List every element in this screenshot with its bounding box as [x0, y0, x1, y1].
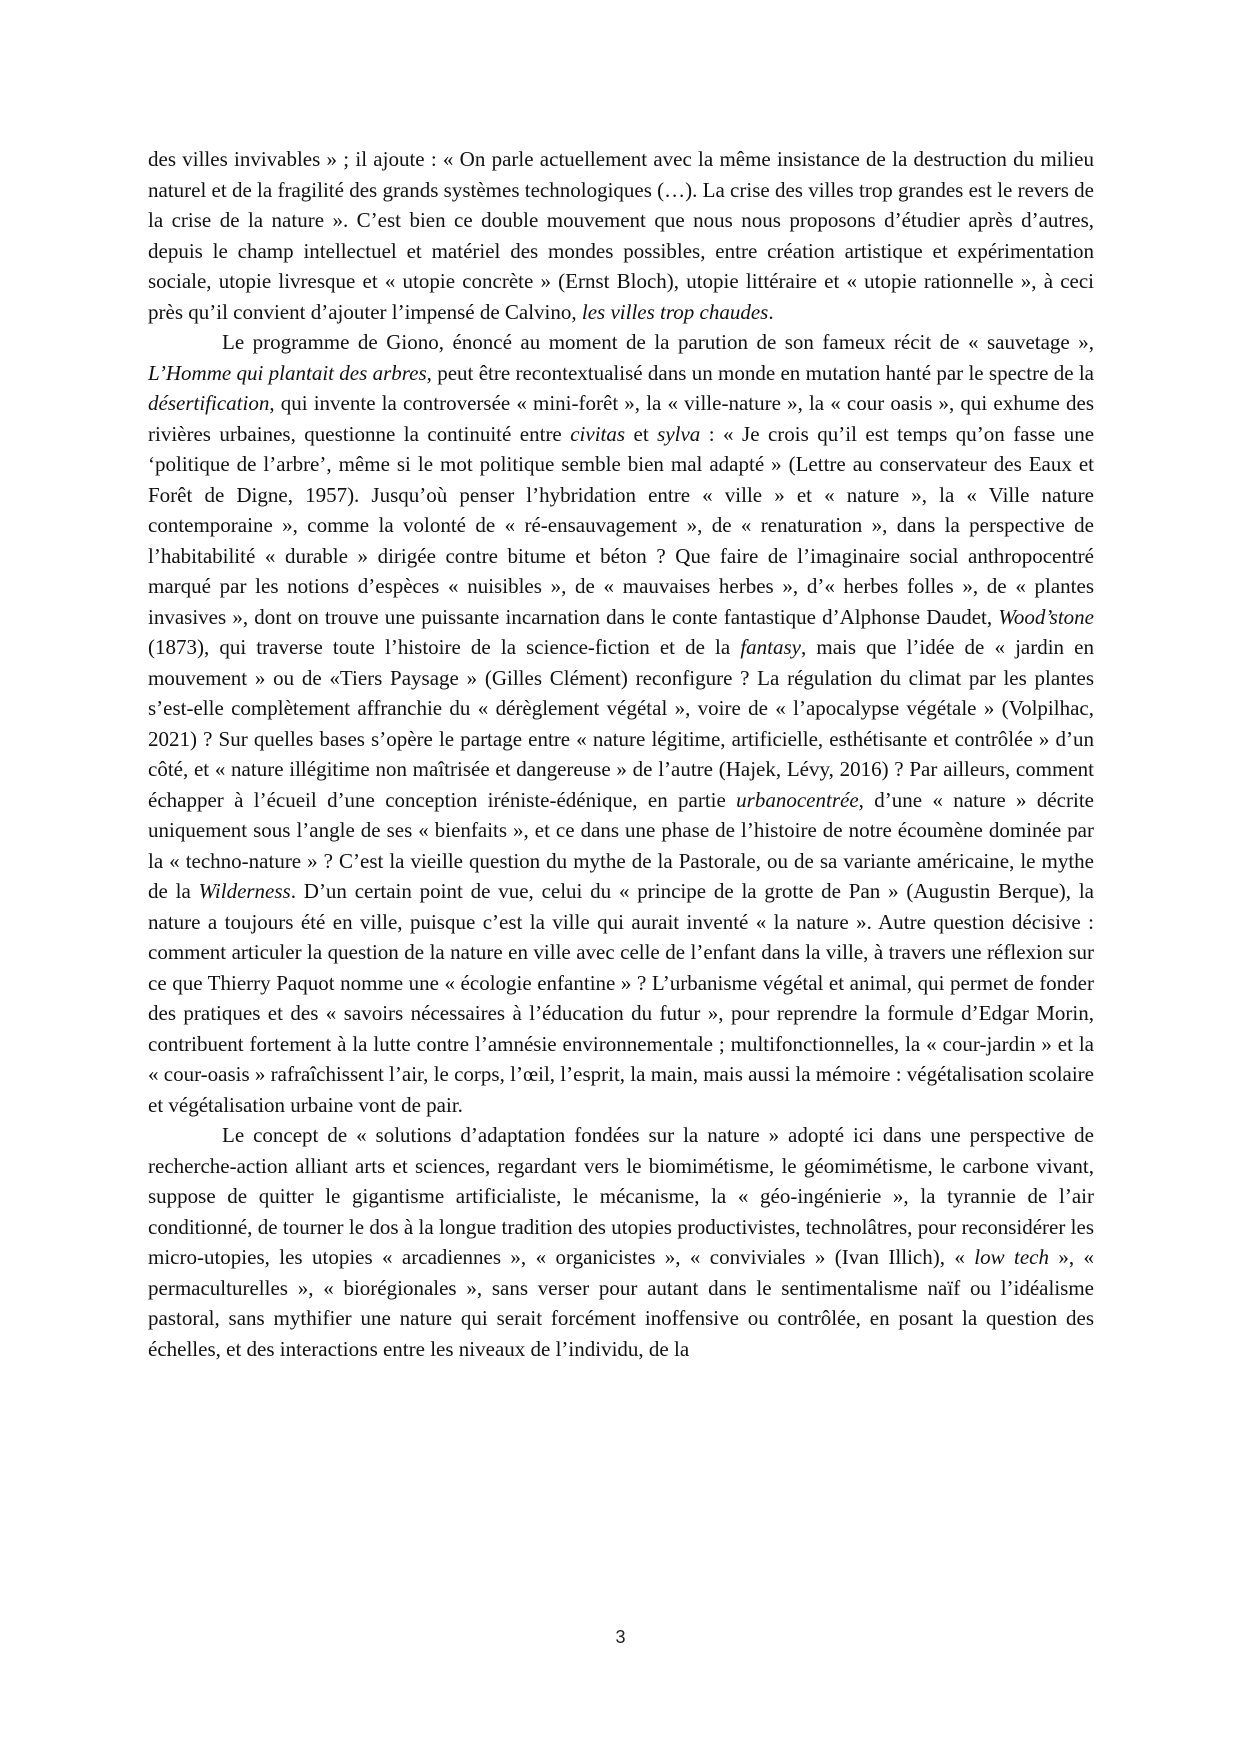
text-run: , peut être recontextualisé dans un monde en mutation hanté par le spectre de la — [426, 360, 1094, 385]
paragraph — [148, 144, 1094, 327]
text-run: . — [768, 299, 774, 324]
text-run: et — [625, 421, 658, 446]
text-run: , qui invente la controversée « mini-forêt », la « ville-nature », la « cour oasis », qui exhume des rivières urbaines, questionne la continuité entre — [148, 391, 1094, 446]
text-run: , mais que l’idée de « jardin en mouvement » ou de «Tiers Paysage » (Gilles Clément) reconfigure ? La régulation du climat par les plantes s’est-elle complètement affranchie du « dérèglement végétal », voire de « l’apocalypse végétale » (Volpilhac, 2021) ? Sur quelles bases s’opère le partage entre « nature légitime, artificielle, esthétisante et contrôlée » d’un côté, et « nature illégitime non maîtrisée et dangereuse » de l’autre (Hajek, Lévy, 2016) ? Par ailleurs, comment échapper à l’écueil d’une conception iréniste-édénique, en partie — [148, 635, 1094, 812]
italic-text: fantasy — [740, 635, 802, 659]
italic-text: désertification — [148, 391, 270, 415]
italic-text: sylva — [657, 421, 701, 446]
text-run: . D’un certain point de vue, celui du « principe de la grotte de Pan » (Augustin Berque), la nature a toujours été en ville, puisque c’est la ville qui aurait inventé « la nature ». Autre question décisive : comment articuler la question de la nature en ville avec celle de l’enfant dans la ville, à travers une réflexion sur ce que Thierry Paquot nomme une « écologie enfantine » ? L’urbanisme végétal et animal, qui permet de fonder des pratiques et des « savoirs nécessaires à l’éducation du futur », pour reprendre la formule d’Edgar Morin, contribuent fortement à la lutte contre l’amnésie environnementale ; multifonctionnelles, la « cour-jardin » et la « cour-oasis » rafraîchissent l’air, le corps, l’œil, l’esprit, la main, mais aussi la mémoire : végétalisation scolaire et végétalisation urbaine vont de pair. — [148, 879, 1094, 1117]
italic-text: Wood’stone — [998, 604, 1094, 629]
paragraph — [148, 327, 1094, 1120]
body-text — [148, 144, 1094, 1364]
text-run: Le concept de « solutions d’adaptation fondées sur la nature » adopté ici dans une perspective de recherche-action alliant arts et sciences, regardant vers le biomimétisme, le géomimétisme, le carbone vivant, suppose de quitter le gigantisme artificialiste, le mécanisme, la « géo-ingénierie », la tyrannie de l’air conditionné, de tourner le dos à la longue tradition des utopies productivistes, technolâtres, pour reconsidérer les micro-utopies, les utopies « arcadiennes », « organicistes », « conviviales » (Ivan Illich), « — [148, 1123, 1094, 1269]
italic-text: Wilderness — [198, 879, 291, 903]
italic-text: civitas — [570, 421, 626, 446]
text-run: des villes invivables » ; il ajoute : « On parle actuellement avec la même insistance de la destruction du milieu naturel et de la fragilité des grands systèmes technologiques (…). La crise des villes trop grandes est le revers de la crise de la nature ». C’est bien ce double mouvement que nous nous proposons d’étudier après d’autres, depuis le champ intellectuel et matériel des mondes possibles, entre création artistique et expérimentation sociale, utopie livresque et « utopie concrète » (Ernst Bloch), utopie littéraire et « utopie rationnelle », à ceci près qu’il convient d’ajouter l’impensé de Calvino, — [148, 147, 1094, 324]
italic-text: urbanocentrée, — [736, 787, 864, 812]
text-run: (1873), qui traverse toute l’histoire de la science-fiction et de la — [148, 635, 741, 659]
italic-text: L’Homme qui plantait des arbres — [148, 360, 427, 385]
page-number: 3 — [615, 1627, 626, 1647]
text-run: », « permaculturelles », « biorégionales », sans verser pour autant dans le sentimentalisme naïf ou l’idéalisme pastoral, sans mythifier une nature qui serait forcément inoffensive ou contrôlée, en posant la question des échelles, et des interactions entre les niveaux de l’individu, de la — [148, 1245, 1094, 1361]
text-run: Le programme de Giono, énoncé au moment de la parution de son fameux récit de « sauvetage », — [222, 330, 1094, 354]
text-run: d’une « nature » décrite uniquement sous l’angle de ses « bienfaits », et ce dans une phase de l’histoire de notre écoumène dominée par la « techno-nature » ? C’est la vieille question du mythe de la Pastorale, ou de sa variante américaine, le mythe de la — [148, 787, 1094, 903]
text-run: : « Je crois qu’il est temps qu’on fasse une ‘politique de l’arbre’, même si le mot politique semble bien mal adapté » (Lettre au conservateur des Eaux et Forêt de Digne, 1957). Jusqu’où penser l’hybridation entre « ville » et « nature », la « Ville nature contemporaine », comme la volonté de « ré-ensauvagement », de « renaturation », dans la perspective de l’habitabilité « durable » dirigée contre bitume et béton ? Que faire de l’imaginaire social anthropocentré marqué par les notions d’espèces « nuisibles », de « mauvaises herbes », d’« herbes folles », de « plantes invasives », dont on trouve une puissante incarnation dans le conte fantastique d’Alphonse Daudet, — [148, 421, 1095, 629]
italic-text: low tech — [974, 1245, 1049, 1269]
italic-text: les villes trop chaudes — [581, 299, 769, 324]
paragraph — [148, 1120, 1094, 1364]
